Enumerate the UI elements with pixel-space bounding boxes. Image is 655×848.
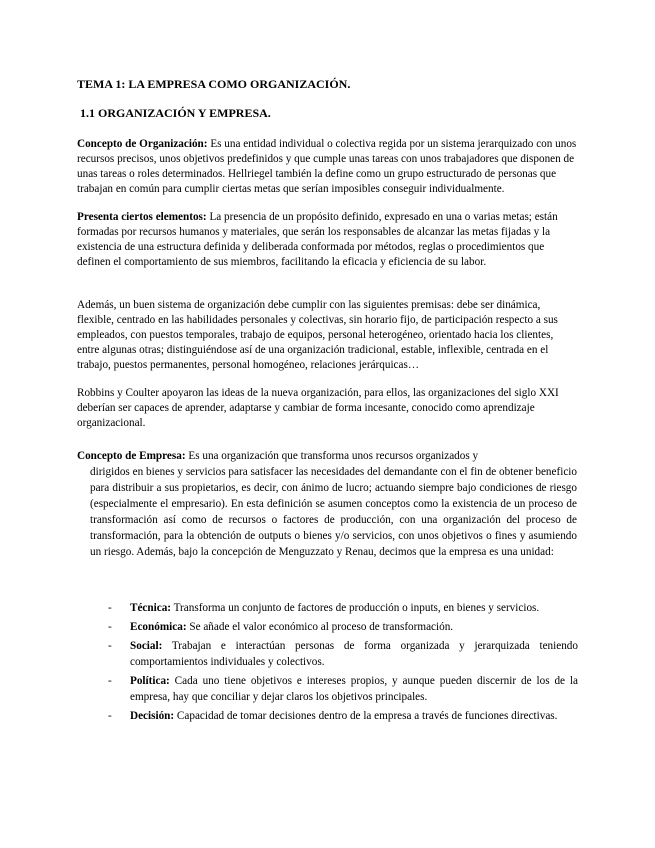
item-text: Se añade el valor económico al proceso de transformación. bbox=[186, 621, 454, 633]
item-term: Política: bbox=[130, 675, 170, 687]
unit-list bbox=[108, 600, 578, 727]
dash-bullet: - bbox=[108, 621, 112, 633]
document-title: TEMA 1: LA EMPRESA COMO ORGANIZACIÓN. bbox=[77, 77, 351, 91]
text-organizacion: Es una entidad individual o colectiva regida por un sistema jerarquizado con unos recursos precisos, unos objetivos predefinidos y que cumple unas tareas con unos trabajadores que disponen de unas tareas o roles determinados. Hellriegel también la define como un grupo estructurado de personas que trabajan en común para cumplir ciertas metas que serían imposibles conseguir individualmente. bbox=[77, 138, 577, 195]
text-empresa-lead: Es una organización que transforma unos recursos organizados y bbox=[185, 450, 479, 462]
empresa-lead-line bbox=[77, 448, 577, 464]
item-term: Social: bbox=[130, 640, 163, 652]
list-item bbox=[108, 638, 578, 670]
text-empresa: dirigidos en bienes y servicios para satisfacer las necesidades del demandante con el fin de obtener beneficio para distribuir a sus propietarios, es decir, con ánimo de lucro; actuando siempre bajo condiciones de riesgo (especialmente el empresario). En esta definición se asumen conceptos como la existencia de un proceso de transformación así como de recursos o factores de producción, con una organización del proceso de transformación, para la obtención de outputs o bienes y/o servicios, con unos objetivos o fines y asumiendo un riesgo. Además, bajo la concepción de Menguzzato y Renau, decimos que la empresa es una unidad: bbox=[90, 466, 577, 558]
list-item bbox=[108, 708, 578, 724]
list-item bbox=[108, 619, 578, 635]
section-heading: 1.1 ORGANIZACIÓN Y EMPRESA. bbox=[80, 106, 271, 120]
dash-bullet: - bbox=[108, 710, 112, 722]
list-item bbox=[108, 600, 578, 616]
item-text: Trabajan e interactúan personas de forma organizada y jerarquizada teniendo comportamientos individuales y colectivos. bbox=[130, 640, 578, 668]
item-text: Transforma un conjunto de factores de producción o inputs, en bienes y servicios. bbox=[171, 602, 540, 614]
paragraph-elementos bbox=[77, 210, 577, 270]
term-organizacion: Concepto de Organización: bbox=[77, 138, 208, 150]
paragraph-empresa bbox=[77, 448, 577, 560]
dash-bullet: - bbox=[108, 640, 112, 652]
item-term: Técnica: bbox=[130, 602, 172, 614]
term-elementos: Presenta ciertos elementos: bbox=[77, 211, 207, 223]
item-term: Económica: bbox=[130, 621, 187, 633]
term-empresa: Concepto de Empresa: bbox=[77, 450, 186, 462]
paragraph-premisas: Además, un buen sistema de organización debe cumplir con las siguientes premisas: debe ser dinámica, flexible, centrado en las habilidades personales y colectivas, sin horario fijo, de participación respecto a sus empleados, con puestos temporales, trabajo de equipos, personal heterogéneo, orientado hacia los clientes, entre algunas otras; distinguiéndose así de una organización tradicional, estable, inflexible, centrada en el trabajo, puestos permanentes, personal homogéneo, relaciones jerárquicas… bbox=[77, 299, 558, 371]
text-elementos: La presencia de un propósito definido, expresado en una o varias metas; están formadas por recursos humanos y materiales, que serán los responsables de alcanzar las metas fijadas y la existencia de una estructura definida y deliberada conformada por métodos, reglas o procedimientos que definen el comportamiento de sus miembros, facilitando la eficacia y eficiencia de su labor. bbox=[77, 211, 558, 268]
paragraph-organizacion bbox=[77, 137, 577, 197]
item-text: Capacidad de tomar decisiones dentro de la empresa a través de funciones directivas. bbox=[174, 710, 558, 722]
dash-bullet: - bbox=[108, 675, 112, 687]
paragraph-robbins: Robbins y Coulter apoyaron las ideas de la nueva organización, para ellos, las organizaciones del siglo XXI deberían ser capaces de aprender, adaptarse y cambiar de forma incesante, conocido como aprendizaje organizacional. bbox=[77, 387, 559, 429]
item-term: Decisión: bbox=[130, 710, 175, 722]
dash-bullet: - bbox=[108, 602, 112, 614]
list-item bbox=[108, 673, 578, 705]
item-text: Cada uno tiene objetivos e intereses propios, y aunque pueden discernir de los de la empresa, hay que conciliar y dejar claros los objetivos principales. bbox=[130, 675, 578, 703]
